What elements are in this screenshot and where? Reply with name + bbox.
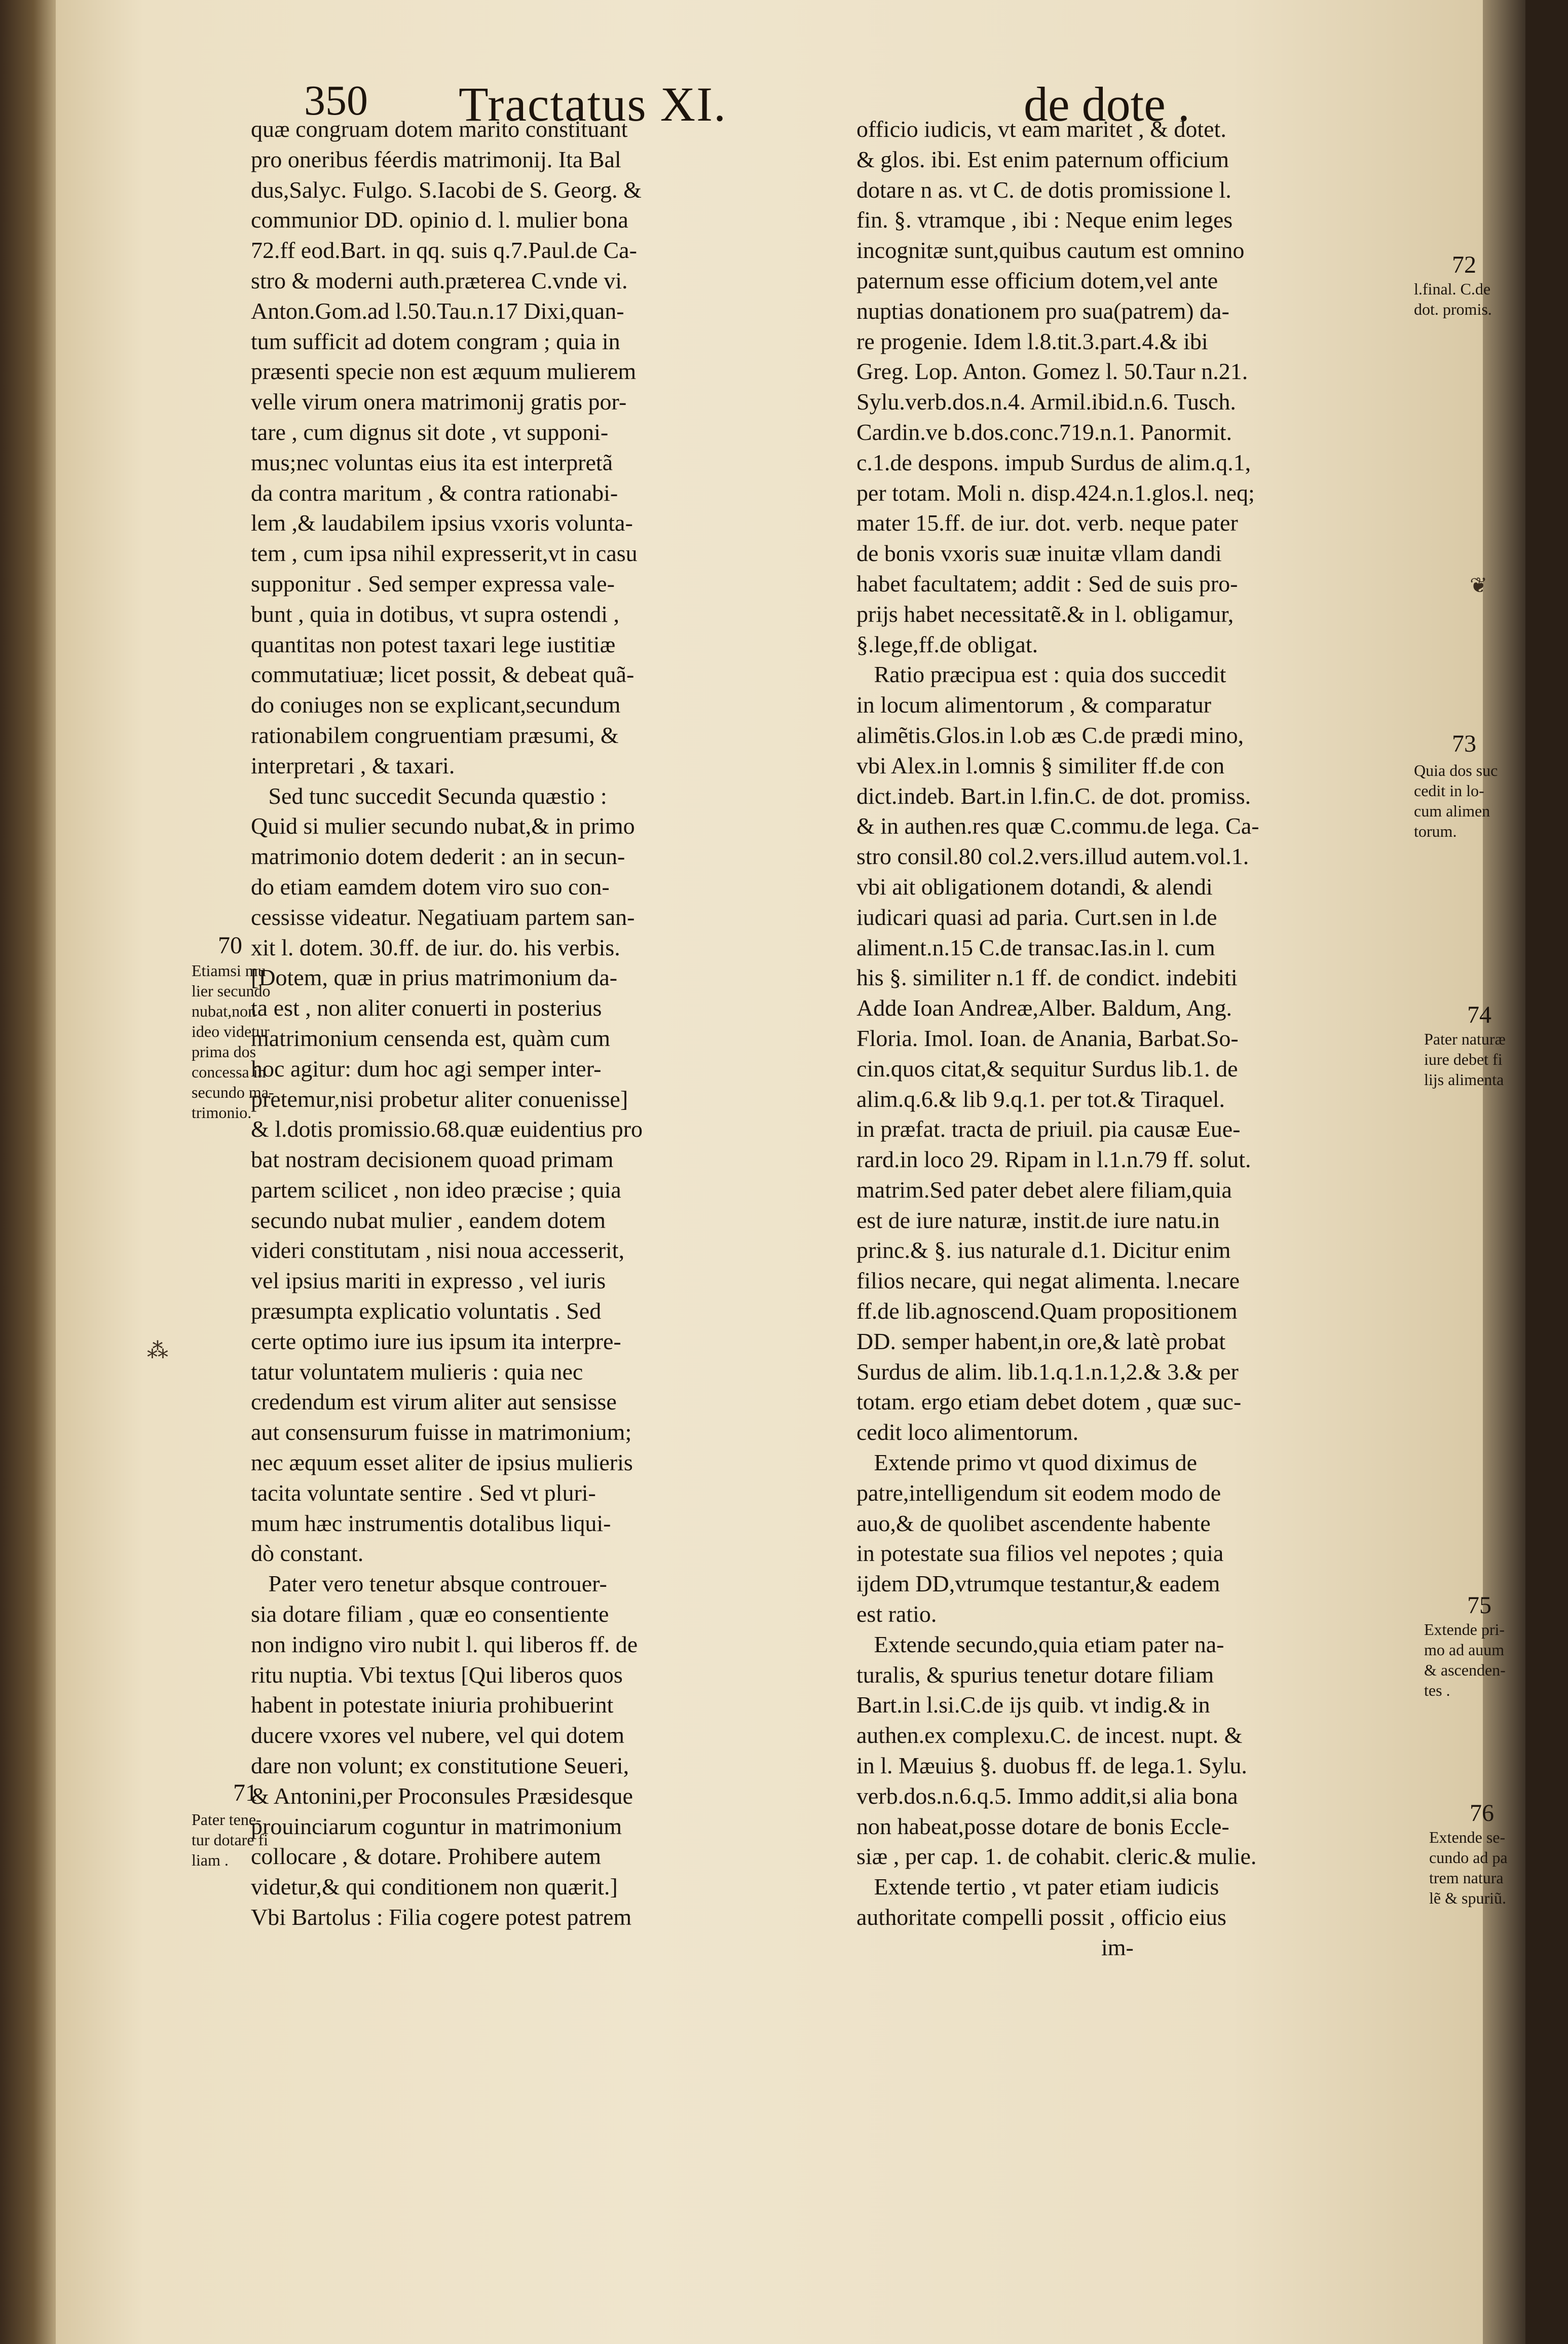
text-line: his §. similiter n.1 ff. de condict. indebiti — [856, 964, 1238, 991]
text-line: de bonis vxoris suæ inuitæ vllam dandi — [856, 540, 1222, 567]
text-line: cessisse videatur. Negatiuam partem san- — [251, 904, 635, 930]
text-line: & l.dotis promissio.68.quæ euidentius pro — [251, 1116, 643, 1142]
text-line: Bart.in l.si.C.de ijs quib. vt indig.& in — [856, 1692, 1210, 1718]
text-line: DD. semper habent,in ore,& latè probat — [856, 1328, 1226, 1354]
margin-note-number: 73 — [1452, 730, 1476, 757]
text-line: Extende tertio , vt pater etiam iudicis — [856, 1874, 1219, 1900]
text-line: in præfat. tracta de priuil. pia causæ Eue- — [856, 1116, 1241, 1142]
text-line: rard.in loco 29. Ripam in l.1.n.79 ff. solut. — [856, 1146, 1251, 1173]
text-line: turalis, & spurius tenetur dotare filiam — [856, 1661, 1214, 1688]
margin-note-line: Extende se- — [1429, 1828, 1506, 1846]
margin-note-line: cum alimen — [1414, 802, 1490, 820]
margin-note-right-72 — [1414, 279, 1492, 319]
text-line: ijdem DD,vtrumque testantur,& eadem — [856, 1571, 1220, 1597]
margin-note-number: 72 — [1452, 251, 1476, 278]
text-line: dotare n as. vt C. de dotis promissione l. — [856, 176, 1231, 203]
margin-note-line: nubat,non — [192, 1002, 256, 1020]
text-line: per totam. Moli n. disp.424.n.1.glos.l. neq; — [856, 479, 1255, 506]
text-line: matrim.Sed pater debet alere filiam,quia — [856, 1176, 1232, 1203]
text-line: in l. Mæuius §. duobus ff. de lega.1. Sylu. — [856, 1753, 1247, 1779]
margin-note-line: secundo ma- — [192, 1083, 274, 1101]
text-line: aliment.n.15 C.de transac.Ias.in l. cum — [856, 934, 1215, 960]
text-line: matrimonium censenda est, quàm cum — [251, 1025, 610, 1051]
text-line: hoc agitur: dum hoc agi semper inter- — [251, 1055, 602, 1082]
text-line: Floria. Imol. Ioan. de Anania, Barbat.So- — [856, 1025, 1239, 1051]
text-line: c.1.de despons. impub Surdus de alim.q.1, — [856, 449, 1251, 475]
text-line: ritu nuptia. Vbi textus [Qui liberos quos — [251, 1661, 623, 1688]
text-line: nuptias donationem pro sua(patrem) da- — [856, 297, 1229, 324]
text-line: siæ , per cap. 1. de cohabit. cleric.& mulie. — [856, 1843, 1257, 1870]
page-number: 350 — [304, 77, 368, 124]
right-text-column — [856, 114, 1414, 1963]
text-line: 72.ff eod.Bart. in qq. suis q.7.Paul.de Ca- — [251, 237, 637, 264]
text-line: & Antonini,per Proconsules Præsidesque — [251, 1782, 633, 1809]
text-line: paternum esse officium dotem,vel ante — [856, 267, 1218, 293]
margin-note-line: torum. — [1414, 822, 1457, 840]
margin-note-line: trimonio. — [192, 1103, 252, 1122]
margin-note-line: & ascenden- — [1424, 1661, 1506, 1679]
text-line: xit l. dotem. 30.ff. de iur. do. his verbis. — [251, 934, 620, 960]
text-line: ducere vxores vel nubere, vel qui dotem — [251, 1722, 625, 1748]
text-line: authen.ex complexu.C. de incest. nupt. & — [856, 1722, 1243, 1748]
margin-note-line: tes . — [1424, 1681, 1450, 1699]
margin-note-line: l.final. C.de — [1414, 280, 1491, 298]
text-line: Ratio præcipua est : quia dos succedit — [856, 661, 1226, 688]
margin-note-line: lier secundo — [192, 982, 271, 1000]
margin-note-right-74 — [1424, 1029, 1506, 1090]
text-line: præsenti specie non est æquum mulierem — [251, 358, 637, 385]
text-line: fin. §. vtramque , ibi : Neque enim leges — [856, 207, 1233, 233]
margin-note-line: lijs alimenta — [1424, 1070, 1504, 1089]
text-line: bunt , quia in dotibus, vt supra ostendi , — [251, 601, 620, 627]
text-line: velle virum onera matrimonij gratis por- — [251, 389, 627, 415]
margin-note-line: ideo videtur — [192, 1022, 270, 1040]
text-line: Extende primo vt quod diximus de — [856, 1449, 1198, 1476]
text-line: secundo nubat mulier , eandem dotem — [251, 1207, 606, 1233]
text-line: do etiam eamdem dotem viro suo con- — [251, 873, 610, 900]
text-line: pro oneribus féerdis matrimonij. Ita Bal — [251, 146, 621, 172]
text-line: nec æquum esset aliter de ipsius mulieris — [251, 1449, 633, 1476]
text-line: certe optimo iure ius ipsum ita interpre- — [251, 1328, 621, 1354]
text-line: prouinciarum coguntur in matrimonium — [251, 1813, 622, 1839]
text-line: quantitas non potest taxari lege iustitiæ — [251, 631, 616, 657]
margin-note-line: cedit in lo- — [1414, 782, 1484, 800]
text-line: vel ipsius mariti in expresso , vel iuris — [251, 1268, 606, 1294]
text-line: cin.quos citat,& sequitur Surdus lib.1. de — [856, 1055, 1238, 1082]
text-line: Sylu.verb.dos.n.4. Armil.ibid.n.6. Tusch. — [856, 389, 1236, 415]
text-line: Quid si mulier secundo nubat,& in primo — [251, 813, 635, 839]
text-line: vbi ait obligationem dotandi, & alendi — [856, 873, 1213, 900]
text-line: lem ,& laudabilem ipsius vxoris volunta- — [251, 510, 633, 536]
text-line: re progenie. Idem l.8.tit.3.part.4.& ibi — [856, 328, 1208, 354]
margin-note-line: Quia dos suc — [1414, 761, 1498, 779]
text-line: Pater vero tenetur absque controuer- — [251, 1571, 607, 1597]
text-line: incognitæ sunt,quibus cautum est omnino — [856, 237, 1245, 264]
text-line: ta est , non aliter conuerti in posterius — [251, 995, 602, 1021]
text-line: totam. ergo etiam debet dotem , quæ suc- — [856, 1389, 1242, 1415]
text-line: prijs habet necessitatẽ.& in l. obligamur, — [856, 601, 1234, 627]
text-line: cedit loco alimentorum. — [856, 1419, 1079, 1445]
text-line: non indigno viro nubit l. qui liberos ff. de — [251, 1631, 638, 1657]
text-line: & in authen.res quæ C.commu.de lega. Ca- — [856, 813, 1259, 839]
text-line: præsumpta explicatio voluntatis . Sed — [251, 1298, 602, 1324]
text-line: mum hæc instrumentis dotalibus liqui- — [251, 1510, 611, 1536]
text-line: est ratio. — [856, 1601, 937, 1627]
text-line: interpretari , & taxari. — [251, 752, 455, 778]
running-title-right: de dote . — [1024, 77, 1190, 131]
text-line: bat nostram decisionem quoad primam — [251, 1146, 614, 1173]
margin-note-number: 70 — [218, 932, 242, 959]
text-line: dict.indeb. Bart.in l.fin.C. de dot. promiss. — [856, 783, 1251, 809]
text-line: alim.q.6.& lib 9.q.1. per tot.& Tiraquel. — [856, 1086, 1225, 1112]
text-line: princ.& §. ius naturale d.1. Dicitur enim — [856, 1237, 1231, 1263]
text-line: tem , cum ipsa nihil expresserit,vt in casu — [251, 540, 638, 567]
text-line: Surdus de alim. lib.1.q.1.n.1,2.& 3.& per — [856, 1358, 1239, 1385]
text-line: sia dotare filiam , quæ eo consentiente — [251, 1601, 609, 1627]
text-line: dare non volunt; ex constitutione Seueri, — [251, 1753, 629, 1779]
book-spine-shadow — [0, 0, 56, 2344]
ornament-mark: ⁂ — [147, 1338, 168, 1363]
text-line: rationabilem congruentiam præsumi, & — [251, 722, 619, 748]
text-line: Sed tunc succedit Secunda quæstio : — [251, 783, 607, 809]
text-line: & glos. ibi. Est enim paternum officium — [856, 146, 1229, 172]
text-line: aut consensurum fuisse in matrimonium; — [251, 1419, 632, 1445]
margin-note-line: trem natura — [1429, 1869, 1504, 1887]
margin-note-right-75 — [1424, 1619, 1506, 1700]
text-line: Extende secundo,quia etiam pater na- — [856, 1631, 1224, 1657]
margin-note-line: iure debet fi — [1424, 1050, 1503, 1068]
text-line: partem scilicet , non ideo præcise ; quia — [251, 1176, 621, 1203]
margin-note-line: dot. promis. — [1414, 300, 1492, 318]
text-line: in locum alimentorum , & comparatur — [856, 692, 1212, 718]
text-line: Vbi Bartolus : Filia cogere potest patrem — [251, 1904, 632, 1930]
ornament-mark: ❦ — [1470, 573, 1488, 598]
margin-note-line: mo ad auum — [1424, 1641, 1505, 1659]
text-line: do coniuges non se explicant,secundum — [251, 692, 621, 718]
text-line: Adde Ioan Andreæ,Alber. Baldum, Ang. — [856, 995, 1233, 1021]
text-line: filios necare, qui negat alimenta. l.necare — [856, 1268, 1240, 1294]
text-line: supponitur . Sed semper expressa vale- — [251, 570, 615, 597]
margin-note-line: cundo ad pa — [1429, 1848, 1508, 1867]
margin-note-line: Etiamsi mu — [192, 961, 266, 980]
text-line: [Dotem, quæ in prius matrimonium da- — [251, 964, 618, 991]
text-line: stro consil.80 col.2.vers.illud autem.vol.1. — [856, 843, 1249, 870]
text-line: tare , cum dignus sit dote , vt supponi- — [251, 419, 609, 445]
text-line: im- — [856, 1934, 1134, 1960]
text-line: mater 15.ff. de iur. dot. verb. neque pater — [856, 510, 1238, 536]
page-edge-shadow — [1483, 0, 1525, 2344]
margin-note-line: concessa in — [192, 1063, 266, 1081]
text-line: est de iure naturæ, instit.de iure natu.in — [856, 1207, 1220, 1233]
margin-note-number: 75 — [1467, 1592, 1491, 1619]
text-line: pretemur,nisi probetur aliter conuenisse] — [251, 1086, 628, 1112]
text-line: authoritate compelli possit , officio eius — [856, 1904, 1226, 1930]
text-line: dò constant. — [251, 1540, 364, 1567]
text-line: in potestate sua filios vel nepotes ; quia — [856, 1540, 1224, 1567]
margin-note-number: 76 — [1470, 1800, 1494, 1827]
text-line: da contra maritum , & contra rationabi- — [251, 479, 618, 506]
text-line: habent in potestate iniuria prohibuerint — [251, 1692, 614, 1718]
margin-note-line: prima dos — [192, 1043, 256, 1061]
text-line: communior DD. opinio d. l. mulier bona — [251, 207, 628, 233]
text-line: Cardin.ve b.dos.conc.719.n.1. Panormit. — [856, 419, 1233, 445]
text-line: alimẽtis.Glos.in l.ob æs C.de prædi mino, — [856, 722, 1244, 748]
text-line: verb.dos.n.6.q.5. Immo addit,si alia bona — [856, 1782, 1238, 1809]
running-title: Tractatus XI. — [459, 77, 727, 131]
margin-note-right-76 — [1429, 1827, 1508, 1908]
text-line: tatur voluntatem mulieris : quia nec — [251, 1358, 583, 1385]
margin-note-line: Extende pri- — [1424, 1620, 1505, 1639]
margin-note-number: 71 — [233, 1779, 257, 1806]
text-line: quæ congruam dotem marito constituant — [251, 116, 628, 142]
margin-note-right-73 — [1414, 760, 1498, 841]
text-line: patre,intelligendum sit eodem modo de — [856, 1479, 1221, 1506]
text-line: non habeat,posse dotare de bonis Eccle- — [856, 1813, 1229, 1839]
text-line: videtur,& qui conditionem non quærit.] — [251, 1874, 618, 1900]
text-line: stro & moderni auth.præterea C.vnde vi. — [251, 267, 628, 293]
text-line: collocare , & dotare. Prohibere autem — [251, 1843, 601, 1870]
text-line: commutatiuæ; licet possit, & debeat quã- — [251, 661, 634, 688]
text-line: Greg. Lop. Anton. Gomez l. 50.Taur n.21. — [856, 358, 1248, 385]
text-line: vbi Alex.in l.omnis § similiter ff.de con — [856, 752, 1225, 778]
text-line: matrimonio dotem dederit : an in secun- — [251, 843, 625, 870]
margin-note-line: lẽ & spuriũ. — [1429, 1889, 1506, 1907]
margin-note-line: Pater naturæ — [1424, 1030, 1506, 1048]
text-line: mus;nec voluntas eius ita est interpretã — [251, 449, 613, 475]
text-line: ff.de lib.agnoscend.Quam propositionem — [856, 1298, 1238, 1324]
text-line: §.lege,ff.de obligat. — [856, 631, 1038, 657]
margin-note-line: liam . — [192, 1851, 229, 1869]
margin-note-line: tur dotare fi — [192, 1831, 269, 1849]
left-text-column — [251, 114, 856, 1932]
text-line: dus,Salyc. Fulgo. S.Iacobi de S. Georg. & — [251, 176, 642, 203]
margin-note-left-71 — [192, 1809, 268, 1870]
text-line: officio iudicis, vt eam maritet , & dotet. — [856, 116, 1226, 142]
text-line: habet facultatem; addit : Sed de suis pro- — [856, 570, 1238, 597]
text-line: auo,& de quolibet ascendente habente — [856, 1510, 1211, 1536]
margin-note-number: 74 — [1467, 1001, 1491, 1028]
text-line: tum sufficit ad dotem congram ; quia in — [251, 328, 620, 354]
text-line: videri constitutam , nisi noua accesserit, — [251, 1237, 625, 1263]
text-line: tacita voluntate sentire . Sed vt pluri- — [251, 1479, 596, 1506]
margin-note-line: Pater tene- — [192, 1810, 262, 1829]
text-line: Anton.Gom.ad l.50.Tau.n.17 Dixi,quan- — [251, 297, 624, 324]
margin-note-left-70 — [192, 960, 274, 1123]
text-line: credendum est virum aliter aut sensisse — [251, 1389, 617, 1415]
text-line: iudicari quasi ad paria. Curt.sen in l.de — [856, 904, 1217, 930]
